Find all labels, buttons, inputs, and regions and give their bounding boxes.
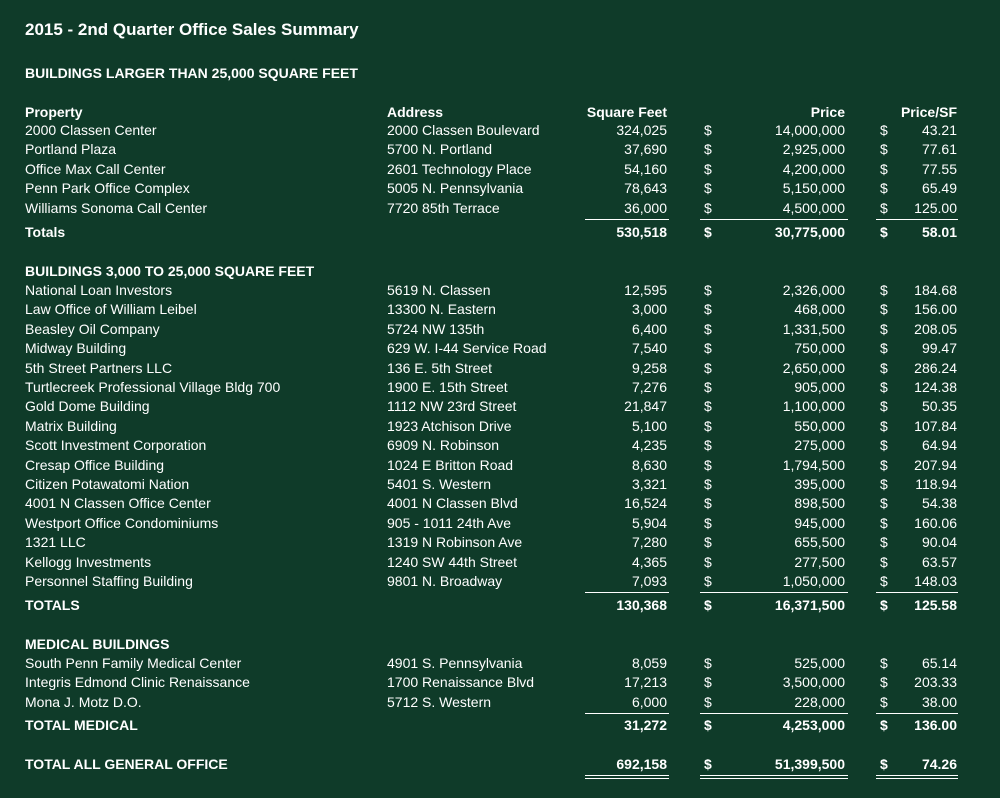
price-per-sf-value: 156.00 — [914, 301, 957, 317]
square-feet-value: 7,276 — [631, 379, 667, 395]
square-feet-value: 7,280 — [631, 534, 667, 550]
dollar-sign: $ — [704, 655, 712, 671]
dollar-sign: $ — [880, 694, 888, 710]
property-name: Midway Building — [25, 340, 127, 356]
property-address: 1240 SW 44th Street — [387, 554, 517, 570]
square-feet-rule — [585, 592, 669, 593]
square-feet-value: 16,524 — [624, 495, 667, 511]
property-name: Portland Plaza — [25, 141, 117, 157]
price-value: 395,000 — [794, 476, 845, 492]
dollar-sign: $ — [704, 321, 712, 337]
price-value: 525,000 — [794, 655, 845, 671]
price-value: 4,500,000 — [782, 200, 845, 216]
price-value: 898,500 — [794, 495, 845, 511]
column-header-price-sf: Price/SF — [900, 104, 957, 120]
section-total-dollar-sign: $ — [880, 224, 888, 240]
price-sf-rule — [876, 713, 958, 714]
square-feet-value: 5,904 — [631, 515, 667, 531]
section-total-square-feet: 530,518 — [616, 224, 667, 240]
price-per-sf-value: 65.49 — [921, 180, 957, 196]
section-total-label: TOTAL MEDICAL — [25, 717, 138, 733]
report-title: 2015 - 2nd Quarter Office Sales Summary — [25, 20, 359, 39]
price-per-sf-value: 43.21 — [921, 122, 957, 138]
property-name: Kellogg Investments — [25, 554, 152, 570]
price-rule — [700, 775, 848, 779]
dollar-sign: $ — [880, 476, 888, 492]
price-per-sf-value: 50.35 — [921, 398, 957, 414]
dollar-sign: $ — [704, 554, 712, 570]
price-sf-rule — [876, 592, 958, 593]
property-address: 5401 S. Western — [387, 476, 492, 492]
price-rule — [700, 219, 848, 220]
price-value: 228,000 — [794, 694, 845, 710]
price-per-sf-value: 203.33 — [914, 674, 957, 690]
property-name: 4001 N Classen Office Center — [25, 495, 211, 511]
dollar-sign: $ — [704, 418, 712, 434]
dollar-sign: $ — [880, 282, 888, 298]
property-name: Mona J. Motz D.O. — [25, 694, 142, 710]
dollar-sign: $ — [704, 515, 712, 531]
square-feet-rule — [585, 219, 669, 220]
dollar-sign: $ — [880, 360, 888, 376]
dollar-sign: $ — [704, 200, 712, 216]
property-address: 905 - 1011 24th Ave — [387, 515, 512, 531]
property-address: 6909 N. Robinson — [387, 437, 500, 453]
dollar-sign: $ — [880, 655, 888, 671]
section-total-label: TOTALS — [25, 597, 80, 613]
column-header-square-feet: Square Feet — [586, 104, 667, 120]
property-address: 5724 NW 135th — [387, 321, 485, 337]
square-feet-value: 3,321 — [631, 476, 667, 492]
price-rule — [700, 713, 848, 714]
property-address: 2000 Classen Boulevard — [387, 122, 540, 138]
property-name: Westport Office Condominiums — [25, 515, 219, 531]
price-per-sf-value: 124.38 — [914, 379, 957, 395]
section-total-price-sf: 125.58 — [914, 597, 957, 613]
grand-total-label: TOTAL ALL GENERAL OFFICE — [25, 756, 228, 772]
price-value: 4,200,000 — [782, 161, 845, 177]
property-name: Matrix Building — [25, 418, 117, 434]
column-header-property: Property — [25, 104, 83, 120]
square-feet-value: 7,540 — [631, 340, 667, 356]
property-name: 2000 Classen Center — [25, 122, 157, 138]
dollar-sign: $ — [880, 554, 888, 570]
dollar-sign: $ — [880, 534, 888, 550]
section-total-price-sf: 58.01 — [921, 224, 957, 240]
property-name: Penn Park Office Complex — [25, 180, 190, 196]
property-address: 5619 N. Classen — [387, 282, 491, 298]
dollar-sign: $ — [880, 674, 888, 690]
grand-total-dollar-sign: $ — [704, 756, 712, 772]
price-value: 1,050,000 — [782, 573, 845, 589]
square-feet-rule — [585, 775, 669, 779]
section-total-dollar-sign: $ — [704, 224, 712, 240]
square-feet-value: 8,630 — [631, 457, 667, 473]
property-name: National Loan Investors — [25, 282, 173, 298]
price-per-sf-value: 99.47 — [921, 340, 957, 356]
property-name: 5th Street Partners LLC — [25, 360, 173, 376]
section-total-label: Totals — [25, 224, 66, 240]
price-value: 2,925,000 — [782, 141, 845, 157]
price-per-sf-value: 54.38 — [921, 495, 957, 511]
price-per-sf-value: 64.94 — [921, 437, 957, 453]
price-value: 905,000 — [794, 379, 845, 395]
section-total-dollar-sign: $ — [880, 717, 888, 733]
section-heading: MEDICAL BUILDINGS — [25, 636, 170, 652]
property-name: Cresap Office Building — [25, 457, 165, 473]
price-value: 3,500,000 — [782, 674, 845, 690]
section-total-price-sf: 136.00 — [914, 717, 957, 733]
property-name: Integris Edmond Clinic Renaissance — [25, 674, 250, 690]
square-feet-value: 6,400 — [631, 321, 667, 337]
dollar-sign: $ — [880, 457, 888, 473]
square-feet-value: 7,093 — [631, 573, 667, 589]
price-per-sf-value: 77.55 — [921, 161, 957, 177]
price-rule — [700, 592, 848, 593]
dollar-sign: $ — [880, 398, 888, 414]
dollar-sign: $ — [704, 398, 712, 414]
property-address: 1112 NW 23rd Street — [387, 398, 517, 414]
dollar-sign: $ — [880, 495, 888, 511]
dollar-sign: $ — [704, 573, 712, 589]
dollar-sign: $ — [880, 437, 888, 453]
price-value: 750,000 — [794, 340, 845, 356]
price-value: 2,650,000 — [782, 360, 845, 376]
dollar-sign: $ — [880, 141, 888, 157]
price-per-sf-value: 148.03 — [914, 573, 957, 589]
price-per-sf-value: 208.05 — [914, 321, 957, 337]
property-address: 5005 N. Pennsylvania — [387, 180, 524, 196]
dollar-sign: $ — [704, 534, 712, 550]
price-per-sf-value: 118.94 — [915, 476, 957, 492]
price-per-sf-value: 65.14 — [921, 655, 957, 671]
property-name: Law Office of William Leibel — [25, 301, 197, 317]
square-feet-value: 21,847 — [624, 398, 667, 414]
property-address: 7720 85th Terrace — [387, 200, 500, 216]
dollar-sign: $ — [880, 573, 888, 589]
square-feet-value: 78,643 — [624, 180, 667, 196]
grand-total-price-sf: 74.26 — [921, 756, 957, 772]
section-total-dollar-sign: $ — [880, 597, 888, 613]
price-value: 14,000,000 — [774, 122, 845, 138]
property-address: 5700 N. Portland — [387, 141, 493, 157]
property-name: South Penn Family Medical Center — [25, 655, 242, 671]
property-name: Scott Investment Corporation — [25, 437, 207, 453]
dollar-sign: $ — [880, 161, 888, 177]
square-feet-value: 4,365 — [631, 554, 667, 570]
property-address: 1923 Atchison Drive — [387, 418, 512, 434]
price-per-sf-value: 90.04 — [921, 534, 957, 550]
dollar-sign: $ — [880, 122, 888, 138]
grand-total-square-feet: 692,158 — [616, 756, 667, 772]
price-per-sf-value: 38.00 — [921, 694, 957, 710]
dollar-sign: $ — [704, 495, 712, 511]
price-value: 277,500 — [794, 554, 845, 570]
square-feet-value: 6,000 — [631, 694, 667, 710]
dollar-sign: $ — [704, 161, 712, 177]
section-total-dollar-sign: $ — [704, 717, 712, 733]
square-feet-value: 37,690 — [624, 141, 667, 157]
price-per-sf-value: 160.06 — [914, 515, 957, 531]
dollar-sign: $ — [704, 360, 712, 376]
property-name: 1321 LLC — [25, 534, 86, 550]
price-per-sf-value: 63.57 — [921, 554, 957, 570]
price-per-sf-value: 207.94 — [914, 457, 957, 473]
property-address: 13300 N. Eastern — [387, 301, 496, 317]
square-feet-value: 12,595 — [624, 282, 667, 298]
grand-total-dollar-sign: $ — [880, 756, 888, 772]
price-per-sf-value: 107.84 — [914, 418, 957, 434]
dollar-sign: $ — [880, 321, 888, 337]
property-name: Beasley Oil Company — [25, 321, 160, 337]
dollar-sign: $ — [704, 301, 712, 317]
dollar-sign: $ — [704, 379, 712, 395]
square-feet-value: 54,160 — [624, 161, 667, 177]
section-total-price: 16,371,500 — [774, 597, 845, 613]
property-name: Citizen Potawatomi Nation — [25, 476, 190, 492]
property-address: 1319 N Robinson Ave — [387, 534, 523, 550]
dollar-sign: $ — [704, 141, 712, 157]
price-value: 1,794,500 — [782, 457, 845, 473]
dollar-sign: $ — [880, 200, 888, 216]
price-value: 275,000 — [794, 437, 845, 453]
column-header-address: Address — [387, 104, 444, 120]
dollar-sign: $ — [704, 437, 712, 453]
property-address: 629 W. I-44 Service Road — [387, 340, 547, 356]
property-name: Gold Dome Building — [25, 398, 150, 414]
price-value: 5,150,000 — [782, 180, 845, 196]
dollar-sign: $ — [704, 674, 712, 690]
property-name: Office Max Call Center — [25, 161, 166, 177]
square-feet-value: 36,000 — [624, 200, 667, 216]
dollar-sign: $ — [880, 180, 888, 196]
square-feet-value: 324,025 — [616, 122, 667, 138]
square-feet-value: 4,235 — [631, 437, 667, 453]
dollar-sign: $ — [704, 476, 712, 492]
property-address: 2601 Technology Place — [387, 161, 532, 177]
grand-total-price: 51,399,500 — [774, 756, 845, 772]
square-feet-value: 5,100 — [631, 418, 667, 434]
property-name: Williams Sonoma Call Center — [25, 200, 208, 216]
section-heading: BUILDINGS LARGER THAN 25,000 SQUARE FEET — [25, 65, 358, 81]
dollar-sign: $ — [704, 340, 712, 356]
dollar-sign: $ — [880, 515, 888, 531]
property-address: 1700 Renaissance Blvd — [387, 674, 535, 690]
price-value: 655,500 — [794, 534, 845, 550]
square-feet-value: 3,000 — [631, 301, 667, 317]
price-value: 468,000 — [794, 301, 845, 317]
dollar-sign: $ — [880, 418, 888, 434]
section-total-price: 30,775,000 — [774, 224, 845, 240]
square-feet-value: 8,059 — [631, 655, 667, 671]
property-name: Turtlecreek Professional Village Bldg 700 — [25, 379, 281, 395]
section-total-square-feet: 130,368 — [616, 597, 667, 613]
dollar-sign: $ — [704, 180, 712, 196]
dollar-sign: $ — [704, 122, 712, 138]
property-address: 9801 N. Broadway — [387, 573, 503, 589]
dollar-sign: $ — [704, 282, 712, 298]
price-sf-rule — [876, 219, 958, 220]
dollar-sign: $ — [880, 301, 888, 317]
price-value: 2,326,000 — [782, 282, 845, 298]
price-value: 945,000 — [794, 515, 845, 531]
dollar-sign: $ — [704, 694, 712, 710]
section-total-square-feet: 31,272 — [624, 717, 667, 733]
square-feet-rule — [585, 713, 669, 714]
price-per-sf-value: 77.61 — [921, 141, 957, 157]
section-total-dollar-sign: $ — [704, 597, 712, 613]
property-address: 4901 S. Pennsylvania — [387, 655, 523, 671]
column-header-price: Price — [810, 104, 845, 120]
property-address: 136 E. 5th Street — [387, 360, 493, 376]
price-value: 550,000 — [794, 418, 845, 434]
dollar-sign: $ — [880, 379, 888, 395]
section-heading: BUILDINGS 3,000 TO 25,000 SQUARE FEET — [25, 263, 315, 279]
property-address: 5712 S. Western — [387, 694, 492, 710]
price-sf-rule — [876, 775, 958, 779]
square-feet-value: 17,213 — [624, 674, 667, 690]
dollar-sign: $ — [880, 340, 888, 356]
property-address: 1024 E Britton Road — [387, 457, 514, 473]
dollar-sign: $ — [704, 457, 712, 473]
price-value: 1,100,000 — [782, 398, 845, 414]
square-feet-value: 9,258 — [631, 360, 667, 376]
property-address: 4001 N Classen Blvd — [387, 495, 518, 511]
price-per-sf-value: 184.68 — [914, 282, 957, 298]
price-per-sf-value: 125.00 — [914, 200, 957, 216]
section-total-price: 4,253,000 — [782, 717, 845, 733]
property-address: 1900 E. 15th Street — [387, 379, 508, 395]
property-name: Personnel Staffing Building — [25, 573, 193, 589]
price-value: 1,331,500 — [782, 321, 845, 337]
price-per-sf-value: 286.24 — [914, 360, 957, 376]
